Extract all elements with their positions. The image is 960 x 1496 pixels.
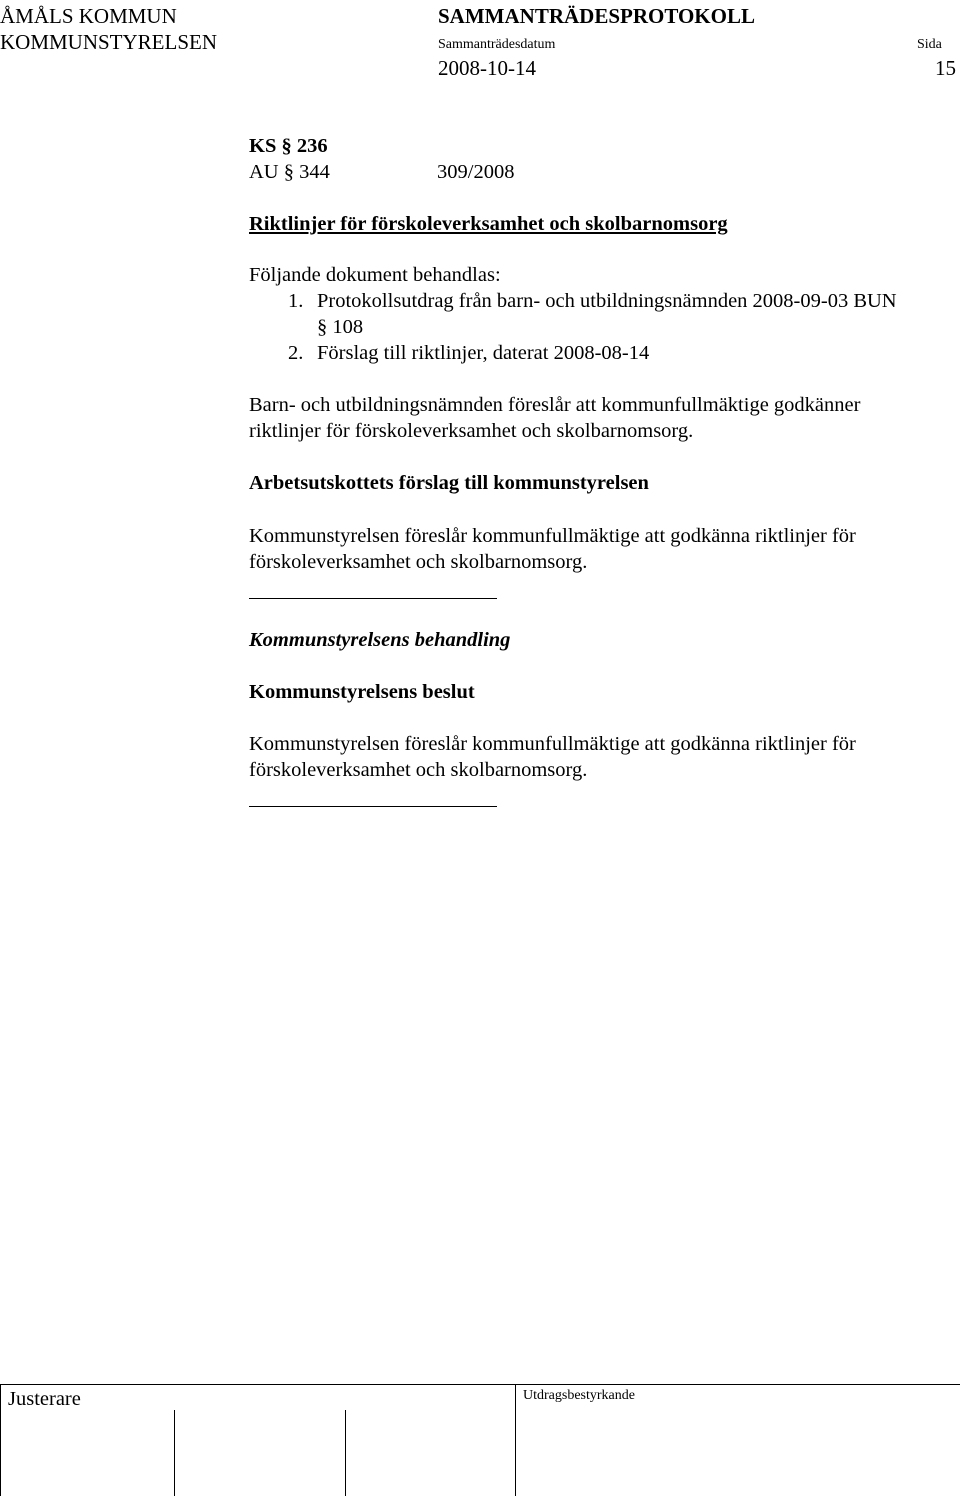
municipality-name: ÅMÅLS KOMMUN bbox=[0, 4, 177, 28]
proposal-line-2: riktlinjer för förskoleverksamhet och skolbarnomsorg. bbox=[249, 420, 694, 442]
au-proposal-line-2: förskoleverksamhet och skolbarnomsorg. bbox=[249, 551, 588, 573]
diary-number: 309/2008 bbox=[437, 161, 515, 183]
case-title: Riktlinjer för förskoleverksamhet och skolbarnomsorg bbox=[249, 213, 728, 235]
au-proposal-line-1: Kommunstyrelsen föreslår kommunfullmäktige att godkänna riktlinjer för bbox=[249, 525, 856, 547]
signature-divider bbox=[174, 1410, 175, 1496]
document-2-number: 2. bbox=[288, 342, 304, 364]
ks-decision-line-1: Kommunstyrelsen föreslår kommunfullmäktige att godkänna riktlinjer för bbox=[249, 733, 856, 755]
au-paragraph: AU § 344 bbox=[249, 161, 330, 183]
documents-intro: Följande dokument behandlas: bbox=[249, 264, 501, 286]
footer-top-rule bbox=[0, 1384, 960, 1385]
signature-divider bbox=[345, 1410, 346, 1496]
document-1-number: 1. bbox=[288, 290, 304, 312]
certification-border bbox=[515, 1384, 516, 1496]
page-label: Sida bbox=[917, 37, 942, 52]
protocol-title: SAMMANTRÄDESPROTOKOLL bbox=[438, 4, 755, 28]
ks-decision-heading: Kommunstyrelsens beslut bbox=[249, 681, 475, 703]
ks-decision-line-2: förskoleverksamhet och skolbarnomsorg. bbox=[249, 759, 588, 781]
separator-line bbox=[249, 598, 497, 599]
page-number: 15 bbox=[935, 56, 956, 80]
certification-label: Utdragsbestyrkande bbox=[523, 1388, 635, 1403]
separator-line bbox=[249, 806, 497, 807]
date-label: Sammanträdesdatum bbox=[438, 37, 556, 52]
board-name: KOMMUNSTYRELSEN bbox=[0, 30, 218, 54]
ks-treatment-heading: Kommunstyrelsens behandling bbox=[249, 629, 511, 651]
document-2-text: Förslag till riktlinjer, daterat 2008-08-14 bbox=[317, 342, 650, 364]
ks-paragraph: KS § 236 bbox=[249, 135, 328, 157]
proposal-line-1: Barn- och utbildningsnämnden föreslår att kommunfullmäktige godkänner bbox=[249, 394, 861, 416]
footer-left-border bbox=[0, 1384, 1, 1496]
adjusters-label: Justerare bbox=[8, 1388, 81, 1410]
meeting-date: 2008-10-14 bbox=[438, 56, 536, 80]
document-1-text-cont: § 108 bbox=[317, 316, 364, 338]
au-proposal-heading: Arbetsutskottets förslag till kommunstyrelsen bbox=[249, 472, 649, 494]
document-1-text: Protokollsutdrag från barn- och utbildningsnämnden 2008-09-03 BUN bbox=[317, 290, 897, 312]
